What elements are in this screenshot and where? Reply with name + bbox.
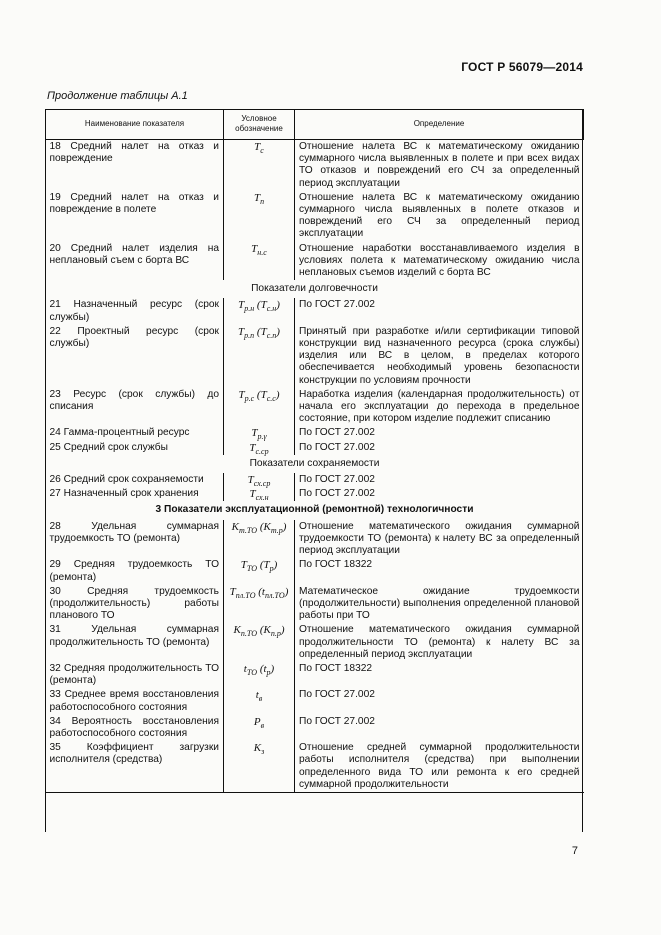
symbol-letter: t (255, 689, 259, 702)
symbol-letter: T (240, 559, 247, 572)
section-title: Показатели долговечности (251, 283, 378, 295)
symbol-subscript: т.ТО (238, 525, 258, 535)
page-number: 7 (571, 845, 578, 857)
symbol-alt-letter: T (260, 388, 267, 401)
table-row (46, 325, 584, 388)
indicator-symbol (224, 715, 295, 741)
symbol-letter: K (233, 624, 241, 637)
table-row (46, 688, 584, 714)
indicator-definition: По ГОСТ 27.002 (299, 689, 375, 701)
symbol-alt-subscript: пл.ТО (264, 590, 285, 600)
symbol-alt-subscript: с.н (266, 304, 277, 314)
table-header-row (46, 110, 584, 140)
indicator-definition: Отношение средней суммарной продолжительности работы исполнителя (средства) при выполнении определенного вида ТО или ремонта к его средней суммарной продолжительности (295, 741, 584, 792)
indicator-name: 32 Средняя продолжительность ТО (ремонта) (46, 662, 224, 688)
table-row (46, 140, 584, 191)
symbol-alt-subscript: р (266, 668, 271, 678)
table-row (46, 715, 584, 741)
symbol-letter: T (251, 427, 258, 440)
indicator-symbol (224, 426, 295, 440)
indicator-name: 34 Вероятность восстановления работоспособного состояния (46, 715, 224, 741)
symbol-subscript: р.γ (257, 432, 267, 442)
table-row (46, 473, 584, 487)
symbol-subscript: в (258, 694, 263, 704)
indicator-definition: По ГОСТ 27.002 (299, 474, 375, 486)
indicator-name: 27 Назначенный срок хранения (46, 487, 224, 501)
table-row (46, 558, 584, 584)
indicator-name: 25 Средний срок службы (46, 441, 224, 455)
table-row (46, 388, 584, 427)
indicator-name: 18 Средний налет на отказ и повреждение (46, 140, 224, 191)
symbol-letter: T (251, 242, 258, 255)
table-row (46, 520, 584, 559)
table-row (46, 741, 584, 792)
table-row (46, 487, 584, 501)
table-left-border (45, 109, 46, 832)
symbol-letter: t (243, 662, 247, 675)
symbol-alt-letter: t (261, 585, 265, 598)
table-row (46, 585, 584, 624)
symbol-subscript: в (260, 720, 265, 730)
section-row (46, 501, 584, 519)
indicator-symbol: $T_{р.с}$ $(T_{с.с})$ (224, 388, 295, 427)
indicator-symbol (224, 741, 295, 792)
symbol-letter: T (253, 191, 261, 204)
symbol-alt-letter: t (263, 662, 267, 675)
indicator-name: 35 Коэффициент загрузки исполнителя (средства) (46, 741, 224, 792)
indicator-name: 21 Назначенный ресурс (срок службы) (46, 298, 224, 324)
indicator-name: 23 Ресурс (срок службы) до списания (46, 388, 224, 427)
symbol-letter: T (229, 585, 236, 598)
indicator-symbol (224, 242, 295, 281)
indicator-name: 31 Удельная суммарная продолжительность ТО (ремонта) (46, 623, 224, 662)
symbol-letter: T (238, 299, 245, 312)
table-body (46, 140, 584, 793)
table-row (46, 242, 584, 281)
symbol-subscript: п (260, 197, 265, 206)
indicator-definition: По ГОСТ 27.002 (299, 715, 375, 727)
symbol-subscript: р.н (244, 304, 255, 314)
indicator-name: 20 Средний налет изделия на неплановый съем с борта ВС (46, 242, 224, 281)
indicator-definition: Наработка изделия (календарная продолжительность) от начала его эксплуатации до перехода в предельное состояние, при котором изделие подлежит списанию (299, 388, 580, 425)
indicator-symbol (224, 441, 295, 455)
symbol-alt-subscript: т.р (270, 525, 283, 535)
symbol-letter: T (247, 474, 254, 487)
indicator-definition: По ГОСТ 27.002 (299, 427, 375, 439)
col-header-name: Наименование показателя (46, 110, 224, 140)
indicator-symbol (224, 688, 295, 714)
symbol-subscript: ТО (246, 668, 258, 678)
indicator-name: 33 Среднее время восстановления работоспособного состояния (46, 688, 224, 714)
symbol-alt-letter: T (263, 559, 270, 572)
document-header: ГОСТ Р 56079—2014 (461, 60, 583, 74)
indicator-name: 26 Средний срок сохраняемости (46, 473, 224, 487)
indicator-name: 28 Удельная суммарная трудоемкость ТО (ремонта) (46, 520, 224, 559)
symbol-letter: K (253, 742, 262, 755)
table-row (46, 662, 584, 688)
indicator-symbol: $K_{п.ТО}$ $(K_{п.р})$ (224, 623, 295, 662)
symbol-alt-letter: K (263, 624, 271, 637)
indicator-symbol: $T_{пл.ТО}$ $(t_{пл.ТО})$ (224, 585, 295, 624)
table-caption: Продолжение таблицы А.1 (47, 90, 188, 102)
table-row (46, 426, 584, 440)
section-row (46, 280, 584, 298)
symbol-letter: K (231, 520, 239, 533)
symbol-subscript: п.ТО (240, 629, 258, 639)
symbol-letter: T (238, 325, 245, 338)
symbol-alt-letter: T (260, 299, 267, 312)
indicator-definition: По ГОСТ 18322 (299, 662, 373, 674)
indicator-name: 19 Средний налет на отказ и повреждение в полете (46, 191, 224, 242)
indicator-definition: Принятый при разработке и/или сертификации типовой конструкции вид назначенного ресурса (срока службы) изделия или ВС в целом, в пределах которого обеспечивается необходимый уровень безопасности конструкции по условиям прочности (299, 325, 580, 386)
symbol-alt-letter: K (263, 520, 271, 533)
col-header-definition: Определение (295, 110, 584, 140)
symbol-letter: T (249, 488, 256, 501)
indicator-symbol (224, 473, 295, 487)
symbol-subscript: с.ср (255, 446, 269, 456)
indicator-definition: По ГОСТ 27.002 (299, 441, 375, 453)
symbol-subscript: сх.н (255, 493, 269, 503)
table-right-border (582, 109, 583, 832)
symbol-alt-subscript: с.п (266, 331, 277, 341)
indicator-definition: По ГОСТ 27.002 (299, 488, 375, 500)
section-title: 3 Показатели эксплуатационной (ремонтной) технологичности (155, 504, 474, 516)
indicator-definition: Отношение налета ВС к математическому ожиданию суммарного числа выявленных в полете отказов и повреждений его СЧ за определенный период эксплуатации (299, 191, 580, 240)
indicator-symbol: $t_{ТО}$ $(t_р)$ (224, 662, 295, 688)
col-header-symbol: Условное обозначение (224, 110, 295, 140)
indicator-name: 30 Средняя трудоемкость (продолжительность) работы планового ТО (46, 585, 224, 624)
table-row (46, 298, 584, 324)
symbol-letter: P (253, 715, 261, 728)
symbol-subscript: сх.ср (253, 479, 271, 489)
symbol-subscript: пл.ТО (235, 590, 256, 600)
section-title: Показатели сохраняемости (249, 457, 380, 469)
symbol-alt-letter: T (260, 325, 267, 338)
symbol-alt-subscript: с.с (266, 394, 276, 404)
section-row (46, 455, 584, 473)
table-row (46, 441, 584, 455)
indicator-definition: Отношение наработки восстанавливаемого изделия в условиях полета к математическому ожиданию числа неплановых съемов изделий с борта ВС (299, 242, 580, 279)
indicator-definition: Математическое ожидание трудоемкости (продолжительности) выполнения определенной плановой работы при ТО (299, 585, 580, 622)
symbol-subscript: р.с (244, 394, 255, 404)
symbol-subscript: ТО (246, 564, 258, 574)
indicator-symbol (224, 191, 295, 242)
symbol-alt-subscript: п.р (270, 629, 281, 639)
indicator-symbol: $T_{ТО}$ $(T_р)$ (224, 558, 295, 584)
indicator-symbol: $T_{р.н}$ $(T_{с.н})$ (224, 298, 295, 324)
symbol-subscript: c (260, 146, 264, 156)
indicator-name: 22 Проектный ресурс (срок службы) (46, 325, 224, 388)
indicator-symbol: $K_{т.ТО}$ $(K_{т.р})$ (224, 520, 295, 559)
symbol-subscript: р.п (244, 331, 255, 341)
indicator-symbol: $T_{р.п}$ $(T_{с.п})$ (224, 325, 295, 388)
indicator-definition: По ГОСТ 27.002 (299, 299, 375, 311)
indicator-name: 24 Гамма-процентный ресурс (46, 426, 224, 440)
indicators-table (45, 109, 584, 793)
symbol-letter: T (254, 141, 261, 153)
indicator-definition: Отношение налета ВС к математическому ожиданию суммарного числа выявленных в полете и при всех видах ТО отказов и повреждений его СЧ за определенный период эксплуатации (299, 141, 580, 189)
indicator-definition: По ГОСТ 18322 (299, 559, 373, 571)
table-row (46, 191, 584, 242)
symbol-letter: T (238, 388, 245, 401)
indicator-definition: Отношение математического ожидания суммарной продолжительности ТО (ремонта) к налету ВС за определенный период эксплуатации (299, 624, 580, 660)
indicator-symbol (224, 487, 295, 501)
indicator-symbol (224, 140, 295, 191)
table-row (46, 623, 584, 662)
indicator-name: 29 Средняя трудоемкость ТО (ремонта) (46, 558, 224, 584)
indicator-definition: Отношение математического ожидания суммарной трудоемкости ТО (ремонта) к налету ВС за определенный период эксплуатации (299, 520, 580, 557)
symbol-subscript: н.с (257, 247, 267, 257)
symbol-subscript: з (261, 747, 265, 757)
symbol-alt-subscript: р (269, 564, 274, 574)
symbol-letter: T (249, 441, 256, 454)
